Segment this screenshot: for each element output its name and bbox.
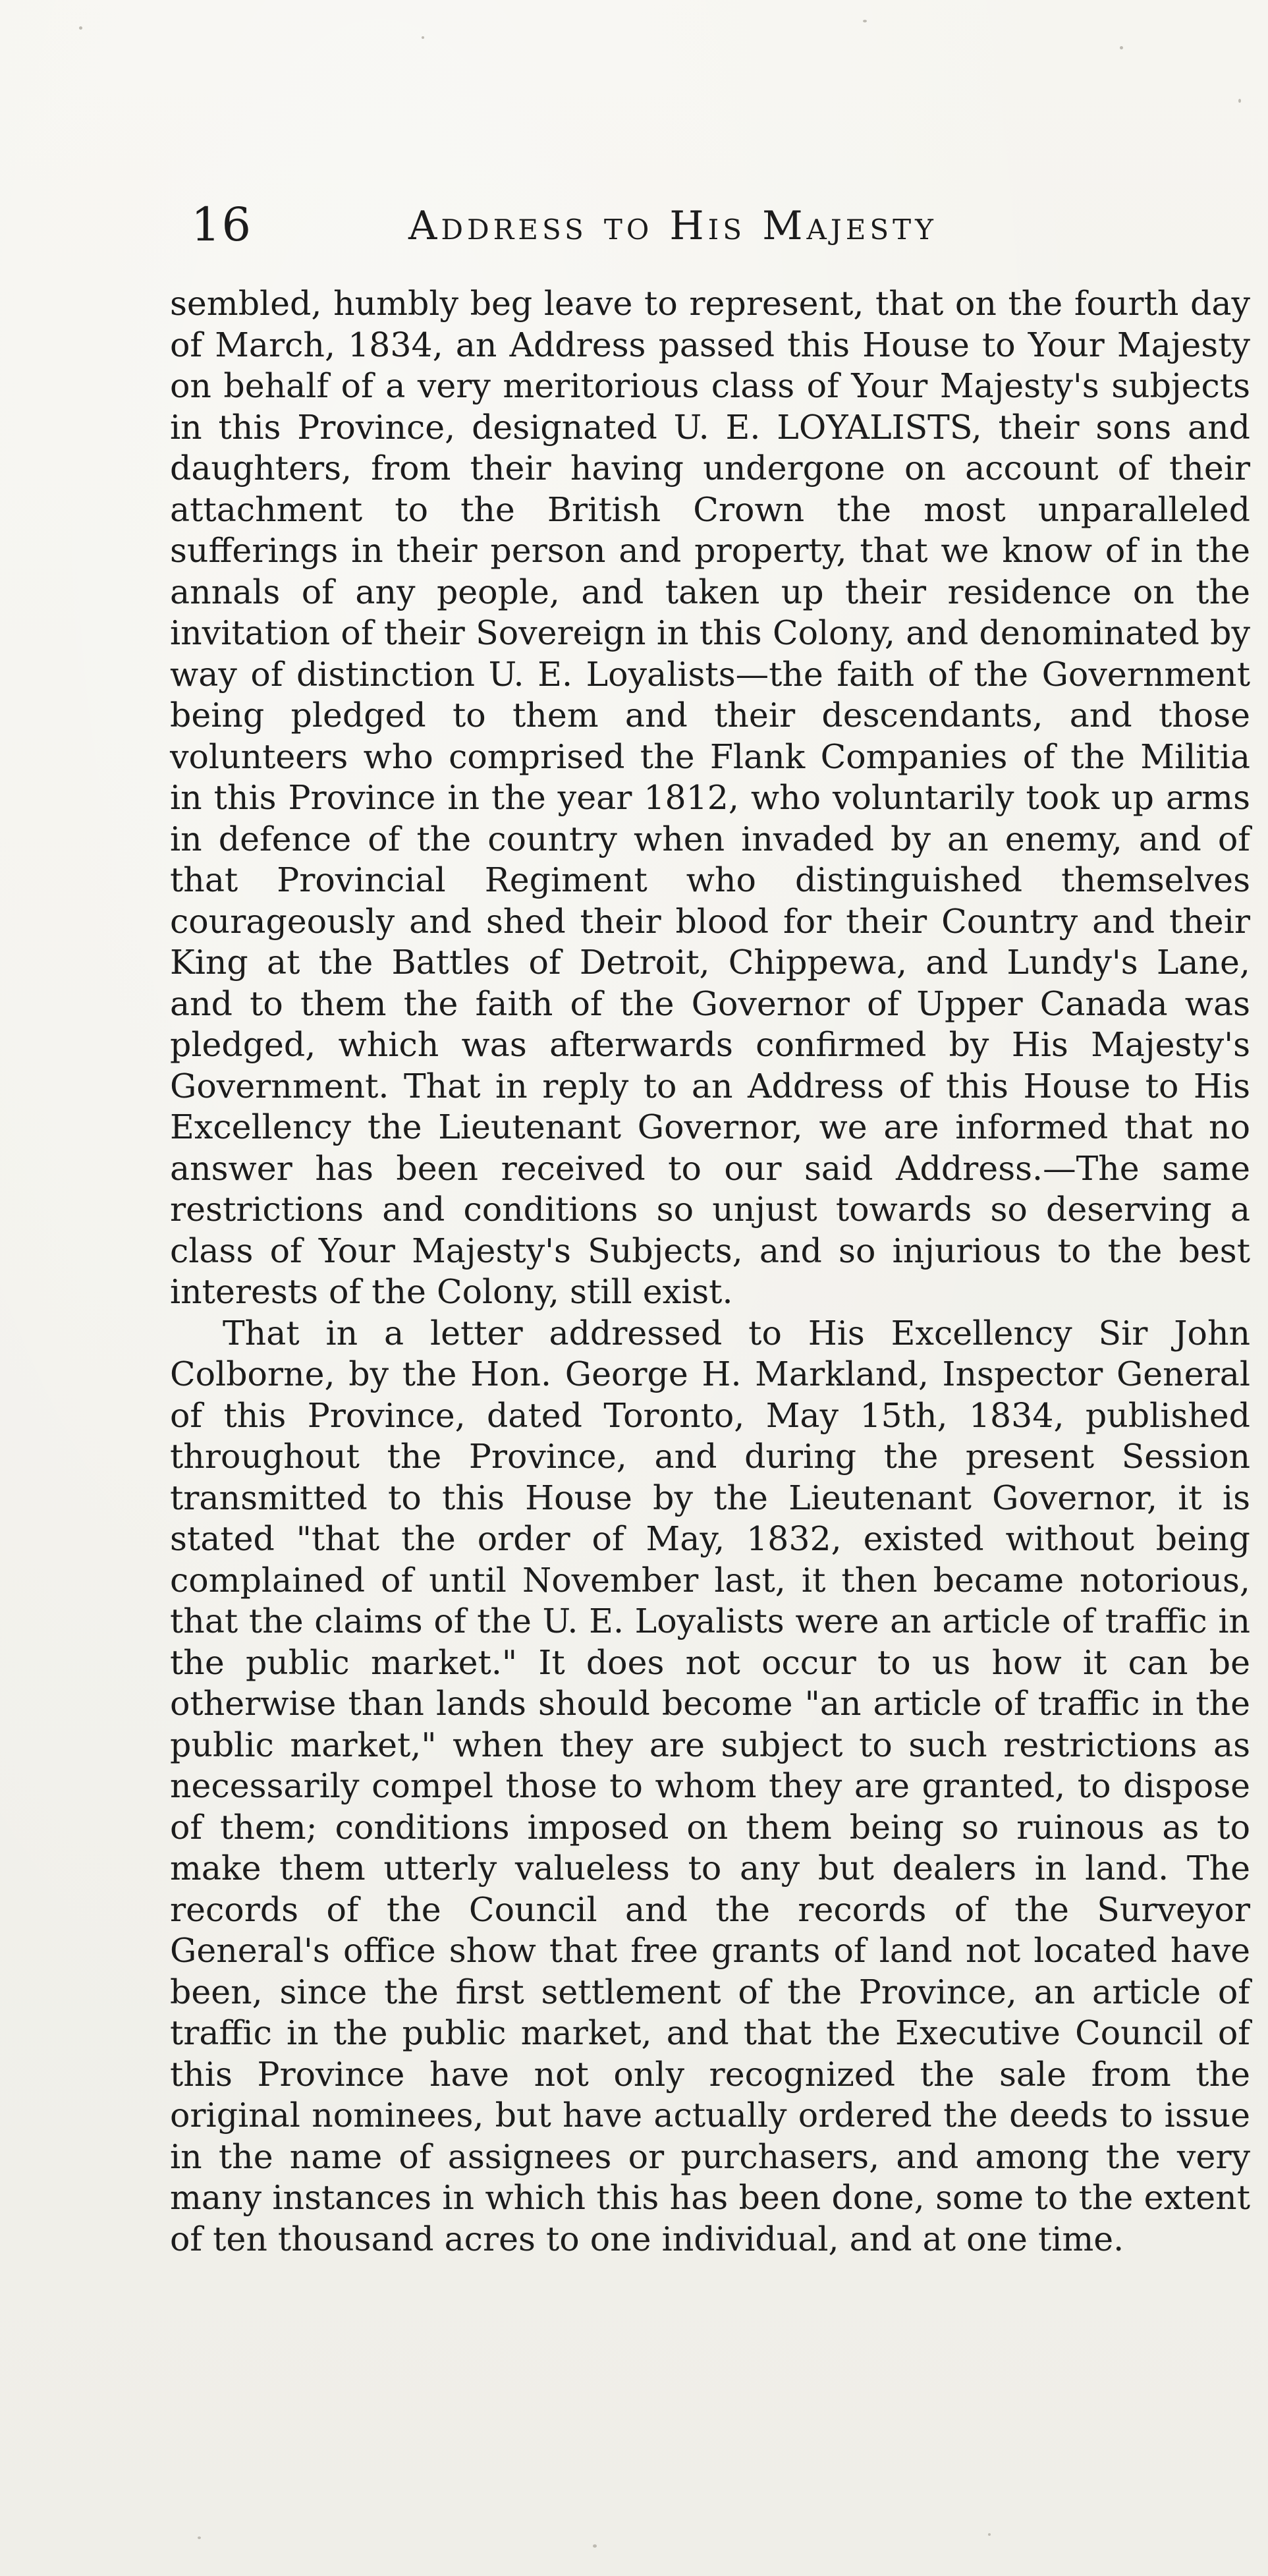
scan-speck xyxy=(79,26,82,30)
body-text xyxy=(170,283,1250,2260)
paragraph-1: sembled, humbly beg leave to represent, that on the fourth day of March, 1834, an Address passed this House to Your Majesty on behalf of a very meritorious class of Your Majesty's subjects in this Province, designated U. E. LOYALISTS, their sons and daughters, from their having undergone on account of their attachment to the British Crown the most unparalleled sufferings in their person and property, that we know of in the annals of any people, and taken up their residence on the invitation of their Sovereign in this Colony, and denominated by way of distinction U. E. Loyalists—the faith of the Government being pledged to them and their descendants, and those volunteers who comprised the Flank Companies of the Militia in this Province in the year 1812, who voluntarily took up arms in defence of the country when invaded by an enemy, and of that Provincial Regiment who distinguished themselves courageously and shed their blood for their Country and their King at the Battles of Detroit, Chippewa, and Lundy's Lane, and to them the faith of the Governor of Upper Canada was pledged, which was afterwards confirmed by His Majesty's Government. That in reply to an Address of this House to His Excellency the Lieutenant Governor, we are informed that no answer has been received to our said Address.—The same restrictions and conditions so unjust towards so deserving a class of Your Majesty's Subjects, and so injurious to the best interests of the Colony, still exist. xyxy=(170,284,1250,1311)
scan-speck xyxy=(1238,99,1241,103)
page-header xyxy=(191,198,1245,270)
scan-speck xyxy=(863,20,867,22)
scan-speck xyxy=(198,2536,201,2539)
running-head: Address to His Majesty xyxy=(408,203,937,249)
paragraph-2: That in a letter addressed to His Excellency Sir John Colborne, by the Hon. George H. Markland, Inspector General of this Province, dated Toronto, May 15th, 1834, published throughout the Province, and during the present Session transmitted to this House by the Lieutenant Governor, it is stated "that the order of May, 1832, existed without being complained of until November last, it then became notorious, that the claims of the U. E. Loyalists were an article of traffic in the public market." It does not occur to us how it can be otherwise than lands should become "an article of traffic in the public market," when they are subject to such restrictions as necessarily compel those to whom they are granted, to dispose of them; conditions imposed on them being so ruinous as to make them utterly valueless to any but dealers in land. The records of the Council and the records of the Surveyor General's office show that free grants of land not located have been, since the first settlement of the Province, an article of traffic in the public market, and that the Executive Council of this Province have not only recognized the sale from the original nominees, but have actually ordered the deeds to issue in the name of assignees or purchasers, and among the very many instances in which this has been done, some to the extent of ten thousand acres to one individual, and at one time. xyxy=(170,1313,1250,2258)
scan-speck xyxy=(422,36,424,39)
scan-speck xyxy=(1120,46,1123,49)
scan-speck xyxy=(988,2533,991,2536)
scan-speck xyxy=(593,2544,597,2548)
page-number: 16 xyxy=(191,198,253,252)
